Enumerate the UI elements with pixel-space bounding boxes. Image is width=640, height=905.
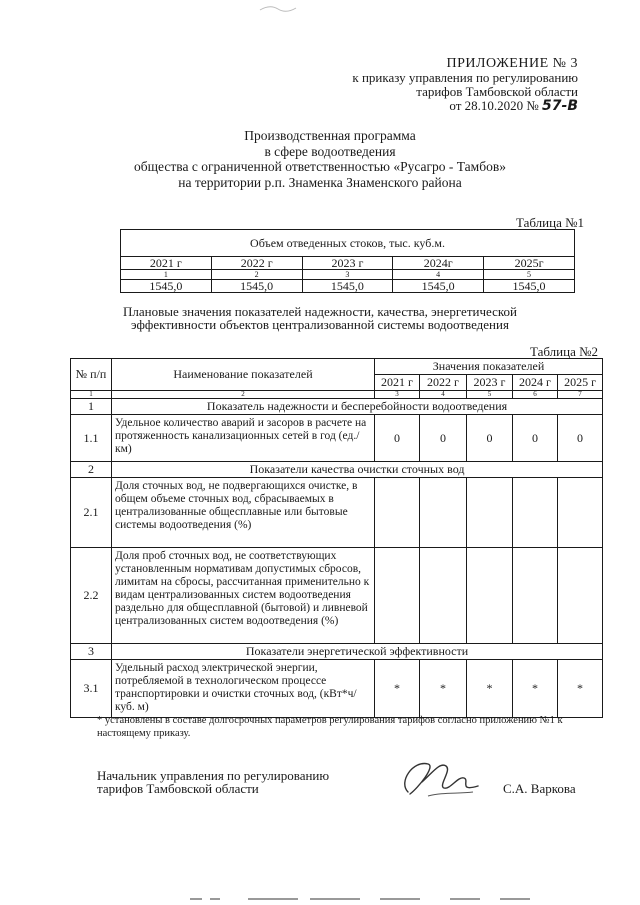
volume-table bbox=[120, 229, 575, 293]
indicator-value-empty bbox=[420, 548, 467, 644]
indicators-table bbox=[70, 358, 603, 718]
section-number: 1 bbox=[71, 399, 112, 415]
table2-colnum: 2 bbox=[112, 391, 375, 399]
table2-colnum: 5 bbox=[467, 391, 513, 399]
col-num-header: № п/п bbox=[71, 359, 112, 391]
col-name-header: Наименование показателей bbox=[112, 359, 375, 391]
section-title: Показатели качества очистки сточных вод bbox=[112, 462, 603, 478]
appendix-line2: к приказу управления по регулированию bbox=[352, 70, 578, 85]
subtitle-line1: Плановые значения показателей надежности, качества, энергетической bbox=[123, 304, 517, 319]
table2-label: Таблица №2 bbox=[529, 344, 598, 359]
table1-colnum: 5 bbox=[484, 270, 575, 280]
table1-colnum: 2 bbox=[211, 270, 302, 280]
row-number: 2.1 bbox=[71, 478, 112, 548]
table1-year: 2021 г bbox=[121, 257, 212, 270]
year-header: 2025 г bbox=[558, 375, 603, 391]
indicator-value-empty bbox=[513, 548, 558, 644]
appendix-line4 bbox=[352, 99, 578, 113]
row-number: 2.2 bbox=[71, 548, 112, 644]
year-header: 2021 г bbox=[375, 375, 420, 391]
indicator-value: * bbox=[558, 660, 603, 718]
table1-colnum: 4 bbox=[393, 270, 484, 280]
signer-position bbox=[97, 769, 329, 795]
section-number: 2 bbox=[71, 462, 112, 478]
row-number: 3.1 bbox=[71, 660, 112, 718]
table2-colnum: 6 bbox=[513, 391, 558, 399]
table2-colnum: 3 bbox=[375, 391, 420, 399]
indicator-value-empty bbox=[558, 478, 603, 548]
indicator-name: Удельное количество аварий и засоров в расчете на протяженность канализационных сетей в год (ед./км) bbox=[112, 415, 375, 462]
indicator-value-empty bbox=[467, 478, 513, 548]
title-line2: в сфере водоотведения bbox=[264, 143, 396, 159]
indicators-subtitle bbox=[0, 305, 640, 331]
program-title bbox=[0, 128, 640, 190]
indicator-value-empty bbox=[513, 478, 558, 548]
title-line4: на территории р.п. Знаменка Знаменского района bbox=[178, 174, 462, 190]
table1-colnum: 1 bbox=[121, 270, 212, 280]
indicator-value: 0 bbox=[467, 415, 513, 462]
section-title: Показатель надежности и бесперебойности водоотведения bbox=[112, 399, 603, 415]
indicator-value-empty bbox=[375, 548, 420, 644]
section-number: 3 bbox=[71, 644, 112, 660]
table1-header: Объем отведенных стоков, тыс. куб.м. bbox=[121, 230, 575, 257]
indicator-value: 0 bbox=[375, 415, 420, 462]
table1-year: 2024г bbox=[393, 257, 484, 270]
table1-value: 1545,0 bbox=[393, 280, 484, 293]
indicator-value-empty bbox=[467, 548, 513, 644]
indicator-value-empty bbox=[420, 478, 467, 548]
table2-colnum: 7 bbox=[558, 391, 603, 399]
signer-line1: Начальник управления по регулированию bbox=[97, 768, 330, 783]
table1-value: 1545,0 bbox=[484, 280, 575, 293]
indicator-name: Удельный расход электрической энергии, потребляемой в технологическом процессе транспортировки и очистки сточных вод, (кВт*ч/куб. м) bbox=[112, 660, 375, 718]
indicator-value: 0 bbox=[420, 415, 467, 462]
stamp-mark bbox=[258, 0, 298, 16]
order-number: 57-В bbox=[542, 98, 578, 114]
table1-value: 1545,0 bbox=[211, 280, 302, 293]
year-header: 2022 г bbox=[420, 375, 467, 391]
signature-image bbox=[388, 752, 483, 802]
table1-label: Таблица №1 bbox=[515, 215, 584, 230]
indicator-value: * bbox=[375, 660, 420, 718]
appendix-date: от 28.10.2020 № bbox=[449, 98, 539, 113]
indicator-value: 0 bbox=[513, 415, 558, 462]
table2-colnum: 4 bbox=[420, 391, 467, 399]
indicator-value: * bbox=[513, 660, 558, 718]
scan-artifact-lines bbox=[190, 895, 610, 903]
indicator-value: * bbox=[467, 660, 513, 718]
col-values-header: Значения показателей bbox=[375, 359, 603, 375]
title-line3: общества с ограниченной ответственностью «Русагро - Тамбов» bbox=[134, 159, 506, 174]
indicator-name: Доля сточных вод, не подвергающихся очистке, в общем объеме сточных вод, сбрасываемых в централизованные общесплавные или бытовые системы водоотведения (%) bbox=[112, 478, 375, 548]
indicator-name: Доля проб сточных вод, не соответствующих установленным нормативам допустимых сбросов, лимитам на сбросы, рассчитанная применительно к видам централизованных систем водоотведения раздельно для общесплавной (бытовой) и ливневой централизованных систем водоотведения (%) bbox=[112, 548, 375, 644]
table2-colnum: 1 bbox=[71, 391, 112, 399]
year-header: 2023 г bbox=[467, 375, 513, 391]
footnote: * установлены в составе долгосрочных параметров регулирования тарифов согласно приложению №1 к настоящему приказу. bbox=[97, 715, 563, 739]
table1-year: 2023 г bbox=[302, 257, 393, 270]
table1-colnum: 3 bbox=[302, 270, 393, 280]
table1-value: 1545,0 bbox=[302, 280, 393, 293]
appendix-title: ПРИЛОЖЕНИЕ № 3 bbox=[446, 56, 578, 71]
year-header: 2024 г bbox=[513, 375, 558, 391]
indicator-value: 0 bbox=[558, 415, 603, 462]
row-number: 1.1 bbox=[71, 415, 112, 462]
table1-value: 1545,0 bbox=[121, 280, 212, 293]
appendix-header bbox=[352, 57, 578, 113]
table1-year: 2022 г bbox=[211, 257, 302, 270]
signer-name: С.А. Варкова bbox=[503, 781, 576, 796]
signer-line2: тарифов Тамбовской области bbox=[97, 781, 259, 796]
section-title: Показатели энергетической эффективности bbox=[112, 644, 603, 660]
indicator-value-empty bbox=[375, 478, 420, 548]
subtitle-line2: эффективности объектов централизованной системы водоотведения bbox=[131, 317, 509, 332]
indicator-value-empty bbox=[558, 548, 603, 644]
table1-year: 2025г bbox=[484, 257, 575, 270]
appendix-line3: тарифов Тамбовской области bbox=[416, 84, 578, 99]
indicator-value: * bbox=[420, 660, 467, 718]
title-line1: Производственная программа bbox=[244, 128, 416, 143]
